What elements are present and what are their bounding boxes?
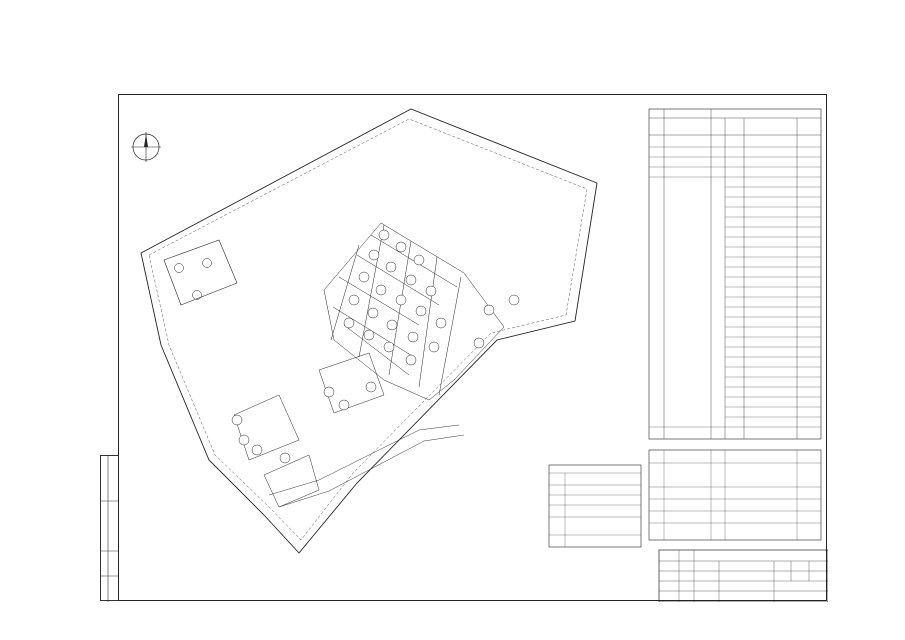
table-2-frame <box>649 450 821 540</box>
survey-plan <box>119 95 828 602</box>
road-strip <box>269 425 464 507</box>
section-heading <box>0 79 905 91</box>
left-strip-lines <box>101 456 119 602</box>
drawing-sheet <box>118 94 827 601</box>
lot-marker <box>193 291 202 300</box>
table-2-rows <box>649 450 821 540</box>
parcel-upper-left <box>164 240 237 305</box>
table-1-frame <box>649 109 821 439</box>
lot-marker <box>175 264 184 273</box>
territory-boundary-inner <box>149 119 587 540</box>
legend-rows <box>549 473 641 547</box>
lower-lot-markers <box>232 382 376 463</box>
central-block <box>324 223 504 400</box>
north-arrow-icon <box>131 132 161 162</box>
lower-parcels <box>234 353 384 507</box>
title-block-lines <box>659 550 828 602</box>
legend-frame <box>549 465 641 547</box>
title-block <box>659 550 828 602</box>
left-binding-strip <box>100 455 118 601</box>
table-1-rows <box>649 147 821 427</box>
lot-marker <box>203 259 212 268</box>
